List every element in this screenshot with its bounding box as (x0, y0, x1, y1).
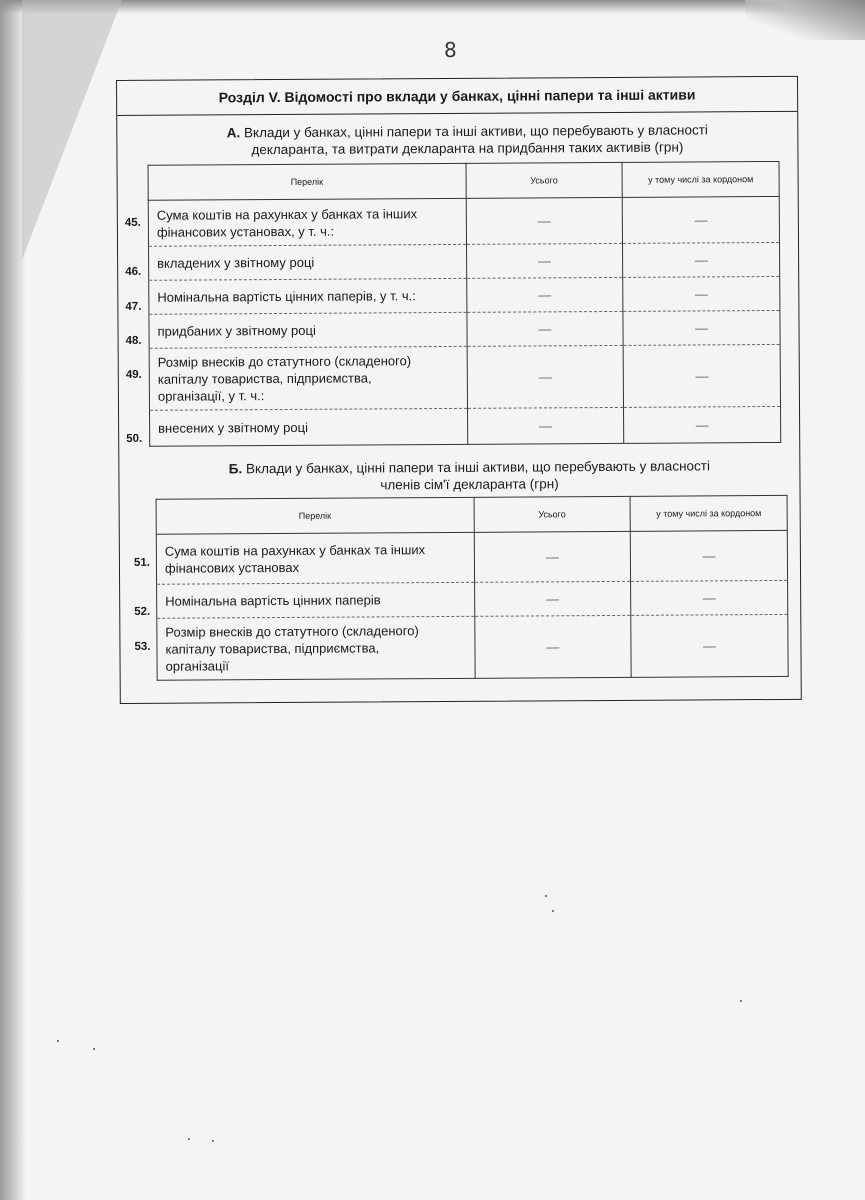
part-b-heading-line1: Вклади у банках, цінні папери та інші активи, що перебувають у власності (245, 458, 710, 477)
table-header-row (156, 495, 787, 534)
row-label: придбаних у звітному році (157, 322, 316, 339)
value-total: — (466, 197, 623, 244)
row-label: капіталу товариства, підприємства, (157, 370, 372, 387)
row-number: 53. (134, 640, 151, 653)
value-total: — (466, 311, 623, 346)
part-b-heading (159, 457, 779, 495)
value-abroad: — (623, 276, 780, 311)
row-label: Розмір внесків до статутного (складеного) (165, 623, 419, 640)
column-header-list: Перелік (156, 497, 474, 534)
row-number: 46. (125, 265, 142, 278)
part-a-heading-line2: декларанта, та витрати декларанта на придбання таких активів (грн) (251, 139, 684, 158)
row-label: фінансових установах (164, 559, 300, 576)
value-total: — (474, 531, 631, 582)
section-v-frame (116, 76, 802, 704)
value-abroad: — (623, 310, 780, 345)
section-title: Розділ V. Відомості про вклади у банках, цінні папери та інші активи (117, 77, 797, 116)
table-row (157, 614, 788, 680)
row-number: 50. (126, 432, 143, 445)
value-abroad: — (631, 580, 788, 615)
scan-speck (188, 1138, 190, 1140)
value-abroad: — (631, 614, 788, 677)
scan-speck (57, 1040, 59, 1042)
part-a-heading (157, 121, 777, 159)
row-number: 45. (124, 216, 141, 229)
column-header-abroad: у тому числі за кордоном (630, 495, 787, 531)
part-b-table (156, 495, 789, 681)
column-header-abroad: у тому числі за кордоном (622, 161, 779, 197)
part-b-letter: Б. (228, 461, 243, 477)
table-row (157, 580, 788, 618)
scan-fold (22, 0, 122, 260)
scan-speck (93, 1048, 95, 1050)
value-total: — (467, 407, 624, 444)
row-number: 48. (125, 334, 142, 347)
row-label: фінансових установах, у т. ч.: (156, 223, 335, 240)
row-label: Номінальна вартість цінних паперів (165, 592, 381, 609)
row-label: організації, у т. ч.: (157, 388, 265, 404)
value-abroad: — (623, 242, 780, 277)
table-row (156, 530, 787, 584)
value-total: — (474, 581, 631, 616)
scan-speck (212, 1140, 214, 1142)
value-total: — (466, 243, 623, 278)
part-b-heading-line2: членів сім'ї декларанта (грн) (380, 476, 559, 493)
scan-corner (745, 0, 865, 40)
scan-speck (545, 895, 547, 897)
row-label: Номінальна вартість цінних паперів, у т. ч.: (157, 288, 416, 305)
row-number: 47. (125, 300, 142, 313)
table-row (149, 310, 780, 348)
scan-shadow-top (0, 0, 865, 14)
row-label: організації (165, 658, 229, 674)
scan-speck (552, 910, 554, 912)
part-a-table (148, 161, 782, 447)
row-number: 51. (133, 556, 150, 569)
row-label: Розмір внесків до статутного (складеного) (157, 353, 412, 370)
value-abroad: — (631, 530, 788, 581)
row-label: внесених у звітному році (158, 419, 308, 436)
part-a-heading-line1: Вклади у банках, цінні папери та інші активи, що перебувають у власності (243, 122, 708, 141)
part-a-letter: А. (226, 125, 241, 141)
table-row (148, 196, 779, 246)
column-header-total: Усього (474, 496, 631, 532)
table-row (149, 344, 780, 410)
table-row (150, 406, 781, 446)
value-abroad: — (622, 196, 779, 243)
value-abroad: — (623, 344, 780, 407)
table-row (149, 276, 780, 314)
table-row (149, 242, 780, 280)
value-abroad: — (624, 406, 781, 443)
column-header-total: Усього (466, 162, 623, 198)
row-label: капіталу товариства, підприємства, (165, 640, 380, 657)
row-label: Сума коштів на рахунках у банках та інших (164, 541, 426, 559)
page-number: 8 (444, 38, 457, 62)
row-number: 49. (125, 368, 142, 381)
value-total: — (467, 345, 624, 408)
value-total: — (474, 615, 631, 678)
table-header-row (148, 161, 779, 200)
row-label: Сума коштів на рахунках у банках та інших (156, 205, 418, 223)
scan-speck (740, 1000, 742, 1002)
row-number: 52. (134, 605, 151, 618)
value-total: — (466, 277, 623, 312)
row-label: вкладених у звітному році (157, 254, 315, 271)
column-header-list: Перелік (148, 163, 466, 200)
